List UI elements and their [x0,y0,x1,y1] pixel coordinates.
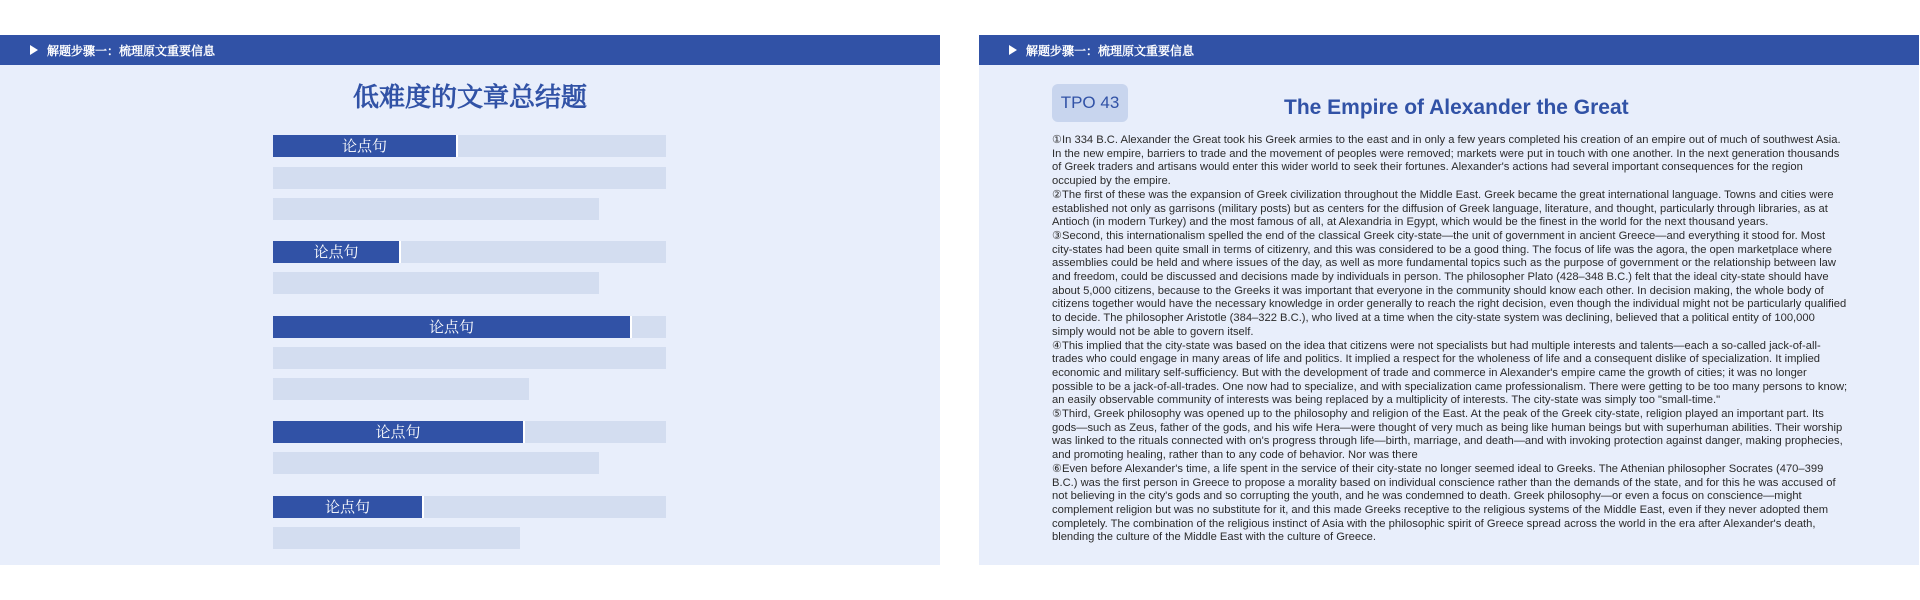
slide-right [979,35,1919,565]
tpo-badge: TPO 43 [1052,84,1128,122]
placeholder-line [273,167,666,189]
header-bar [979,35,1919,65]
topic-sentence-label: 论点句 [273,135,458,157]
placeholder-line [273,347,666,369]
topic-sentence-bar [273,316,666,338]
placeholder-line [273,452,599,474]
header-bar [0,35,940,65]
paragraph: ④This implied that the city-state was based on the idea that citizens were not specialists but had multiple interests and talents—each a so-called jack-of-all-trades who could engage in many areas of life and politics. It implied a respect for the wholeness of life and a consequent dislike of specialization. It implied economic and military self-sufficiency. But with the development of trade and commerce in Alexander's empire came the growth of cities; it was no longer possible to be a jack-of-all-trades. One now had to specialize, and with specialization came professionalism. There were getting to be too many persons to know; an easily observable community of interests was being replaced by a multiplicity of interests. The city-state was simply too "small-time." [1052,339,1848,407]
slide-title: 低难度的文章总结题 [352,83,587,113]
topic-sentence-bar [273,135,666,157]
paragraph: ①In 334 B.C. Alexander the Great took his Greek armies to the east and in only a few years completed his creation of an empire out of much of southwest Asia. In the new empire, barriers to trade and the movement of peoples were removed; markets were put in touch with one another. In the next generation thousands of Greek traders and artisans would enter this wider world to seek their fortunes. Alexander's actions had several important consequences for the region occupied by the empire. [1052,134,1841,188]
topic-sentence-bar [273,496,666,518]
placeholder-line [273,272,599,294]
play-icon [1009,45,1017,55]
passage-title: The Empire of Alexander the Great [1284,96,1629,119]
topic-sentence-label: 论点句 [273,496,424,518]
placeholder-line [273,527,520,549]
paragraph: ③Second, this internationalism spelled the end of the classical Greek city-state—the unit of government in ancient Greece—and everything it stood for. Most city-states had been quite small in terms of citizenry, and this was considered to be a good thing. The focus of life was the agora, the open marketplace where assemblies could be held and where issues of the day, as well as more fundamental topics such as the purpose of government or the relationship between law and freedom, could be discussed and decisions made by individuals in person. The philosopher Plato (428–348 B.C.) felt that the ideal city-state should have about 5,000 citizens, because to the Greeks it was important that everyone in the community should know each other. In decision making, the whole body of citizens together would have the necessary knowledge in order generally to reach the right decision, even though the individual might not be particularly qualified to decide. The philosopher Aristotle (384–322 B.C.), who lived at a time when the city-state system was declining, believed that a political entity of 100,000 simply would not be able to govern itself. [1052,229,1847,338]
placeholder-line [273,378,529,400]
topic-sentence-label: 论点句 [273,421,525,443]
placeholder-line [273,198,599,220]
topic-sentence-label: 论点句 [273,241,401,263]
topic-sentence-label: 论点句 [273,316,632,338]
topic-sentence-bar [273,241,666,263]
header-title: 解题步骤一：梳理原文重要信息 [1026,43,1195,58]
paragraph: ⑥Even before Alexander's time, a life spent in the service of their city-state no longer seemed ideal to Greeks. The Athenian philosopher Socrates (470–399 B.C.) was the first person in Greece to propose a morality based on individual conscience rather than the demands of the state, and for this he was accused of not believing in the city's gods and so corrupting the youth, and he was condemned to death. Greek philosophy—or even a focus on conscience—might complement religion but was no substitute for it, and this made Greeks receptive to the religious systems of the Middle East, even if they never adopted them completely. The combination of the religious instinct of Asia with the philosophic spirit of Greece spread across the world in the era after Alexander's death, blending the culture of the Middle East with the culture of Greece. [1052,462,1836,544]
passage-text [1052,134,1848,545]
slide-left [0,35,940,565]
paragraph: ⑤Third, Greek philosophy was opened up to the philosophy and religion of the East. At the peak of the Greek city-state, religion played an important part. Its gods—such as Zeus, father of the gods, and his wife Hera—were thought of very much as being like human beings but with superhuman abilities. Their worship was linked to the rituals connected with on's progress through life—birth, marriage, and death—and with invoking protection against danger, making prophecies, and promoting healing, rather than to any code of behavior. Nor was there [1052,408,1843,462]
header-title: 解题步骤一：梳理原文重要信息 [47,43,216,58]
topic-sentence-bar [273,421,666,443]
paragraph: ②The first of these was the expansion of Greek civilization throughout the Middle East. Greek became the great international language. Towns and cities were established not only as garrisons (military posts) but as centers for the diffusion of Greek language, literature, and thought, particularly through libraries, as at Antioch (in modern Turkey) and the most famous of all, at Alexandria in Egypt, which would be the finest in the world for the next thousand years. [1052,188,1834,229]
play-icon [30,45,38,55]
